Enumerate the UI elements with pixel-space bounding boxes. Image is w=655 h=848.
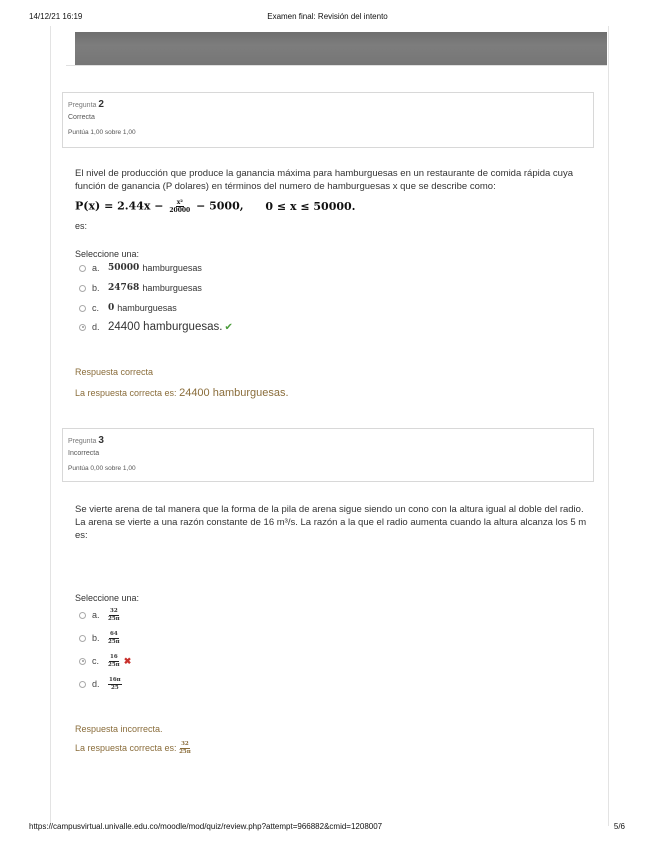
radio-button[interactable] [79,305,86,312]
question-text-2: El nivel de producción que produce la ganancia máxima para hamburguesas en un restaurante de comida rápida cuya función de ganancia (P dolares) en términos del numero de hamburguesas x que se describe como: [75,168,574,192]
radio-button-selected[interactable] [79,658,86,665]
print-date: 14/12/21 16:19 [29,12,83,21]
correct-check-icon: ✔ [224,321,233,333]
print-page-number: 5/6 [613,822,625,831]
question-state: Incorrecta [68,450,100,457]
incorrect-cross-icon: ✖ [123,655,132,666]
option-b[interactable]: b. 24768 hamburguesas [79,283,202,293]
option-a[interactable]: a. 50000 hamburguesas [79,263,202,273]
question-grade: Puntúa 1,00 sobre 1,00 [68,129,136,136]
question-number: 3 [98,435,104,446]
option-c[interactable]: c. 0 hamburguesas [79,303,177,313]
radio-button[interactable] [79,681,86,688]
question-label: Pregunta 3 [68,435,104,446]
divider [66,65,607,66]
radio-button[interactable] [79,612,86,619]
radio-button[interactable] [79,285,86,292]
print-title: Examen final: Revisión del intento [267,12,388,21]
print-header [0,12,655,24]
profit-formula: P(x) = 2.44x − $\frac{\text{x²}}{20000}$ − 5000, 0 ≤ x ≤ 50000. [75,199,356,214]
es-label: es: [75,221,88,231]
question-text-3: Se vierte arena de tal manera que la forma de la pila de arena sigue siendo un cono con la altura igual al doble del radio. La arena se vierte a una razón constante de 16 m³/s. La razón a la que el radio aumenta cuando la altura alcanza los 5 m es: [75,504,587,541]
question-label: Pregunta 2 [68,99,104,110]
select-label: Seleccione una: [75,249,140,259]
select-label: Seleccione una: [75,593,140,603]
print-url: https://campusvirtual.univalle.edu.co/moodle/mod/quiz/review.php?attempt=966882&cmid=1208007 [29,822,383,831]
question-grade: Puntúa 0,00 sobre 1,00 [68,465,136,472]
correct-answer-text: La respuesta correcta es: 32 25π [75,741,191,755]
radio-button-selected[interactable] [79,324,86,331]
question-number: 2 [98,99,104,110]
fraction: 16 25π [108,654,120,668]
question-state: Correcta [68,114,95,121]
option-c[interactable]: c. 16 25π ✖ [79,654,131,668]
fraction: 16π 25 [109,677,121,691]
correct-answer-text: La respuesta correcta es: 24400 hamburguesas. [75,387,289,399]
question-info-3 [62,428,594,482]
fraction: 32 25π [179,741,191,755]
question-image-strip [75,32,607,65]
option-b[interactable]: b. 64 25π [79,631,120,645]
option-a[interactable]: a. 32 25π [79,608,120,622]
radio-button[interactable] [79,265,86,272]
option-d[interactable]: d. 24400 hamburguesas. ✔ [79,321,233,333]
feedback-title: Respuesta correcta [75,367,154,377]
fraction: 32 25π [108,608,120,622]
question-info-2 [62,92,594,148]
feedback-title: Respuesta incorrecta. [75,724,163,734]
option-d[interactable]: d. 16π 25 [79,677,122,691]
radio-button[interactable] [79,635,86,642]
fraction: 64 25π [108,631,120,645]
